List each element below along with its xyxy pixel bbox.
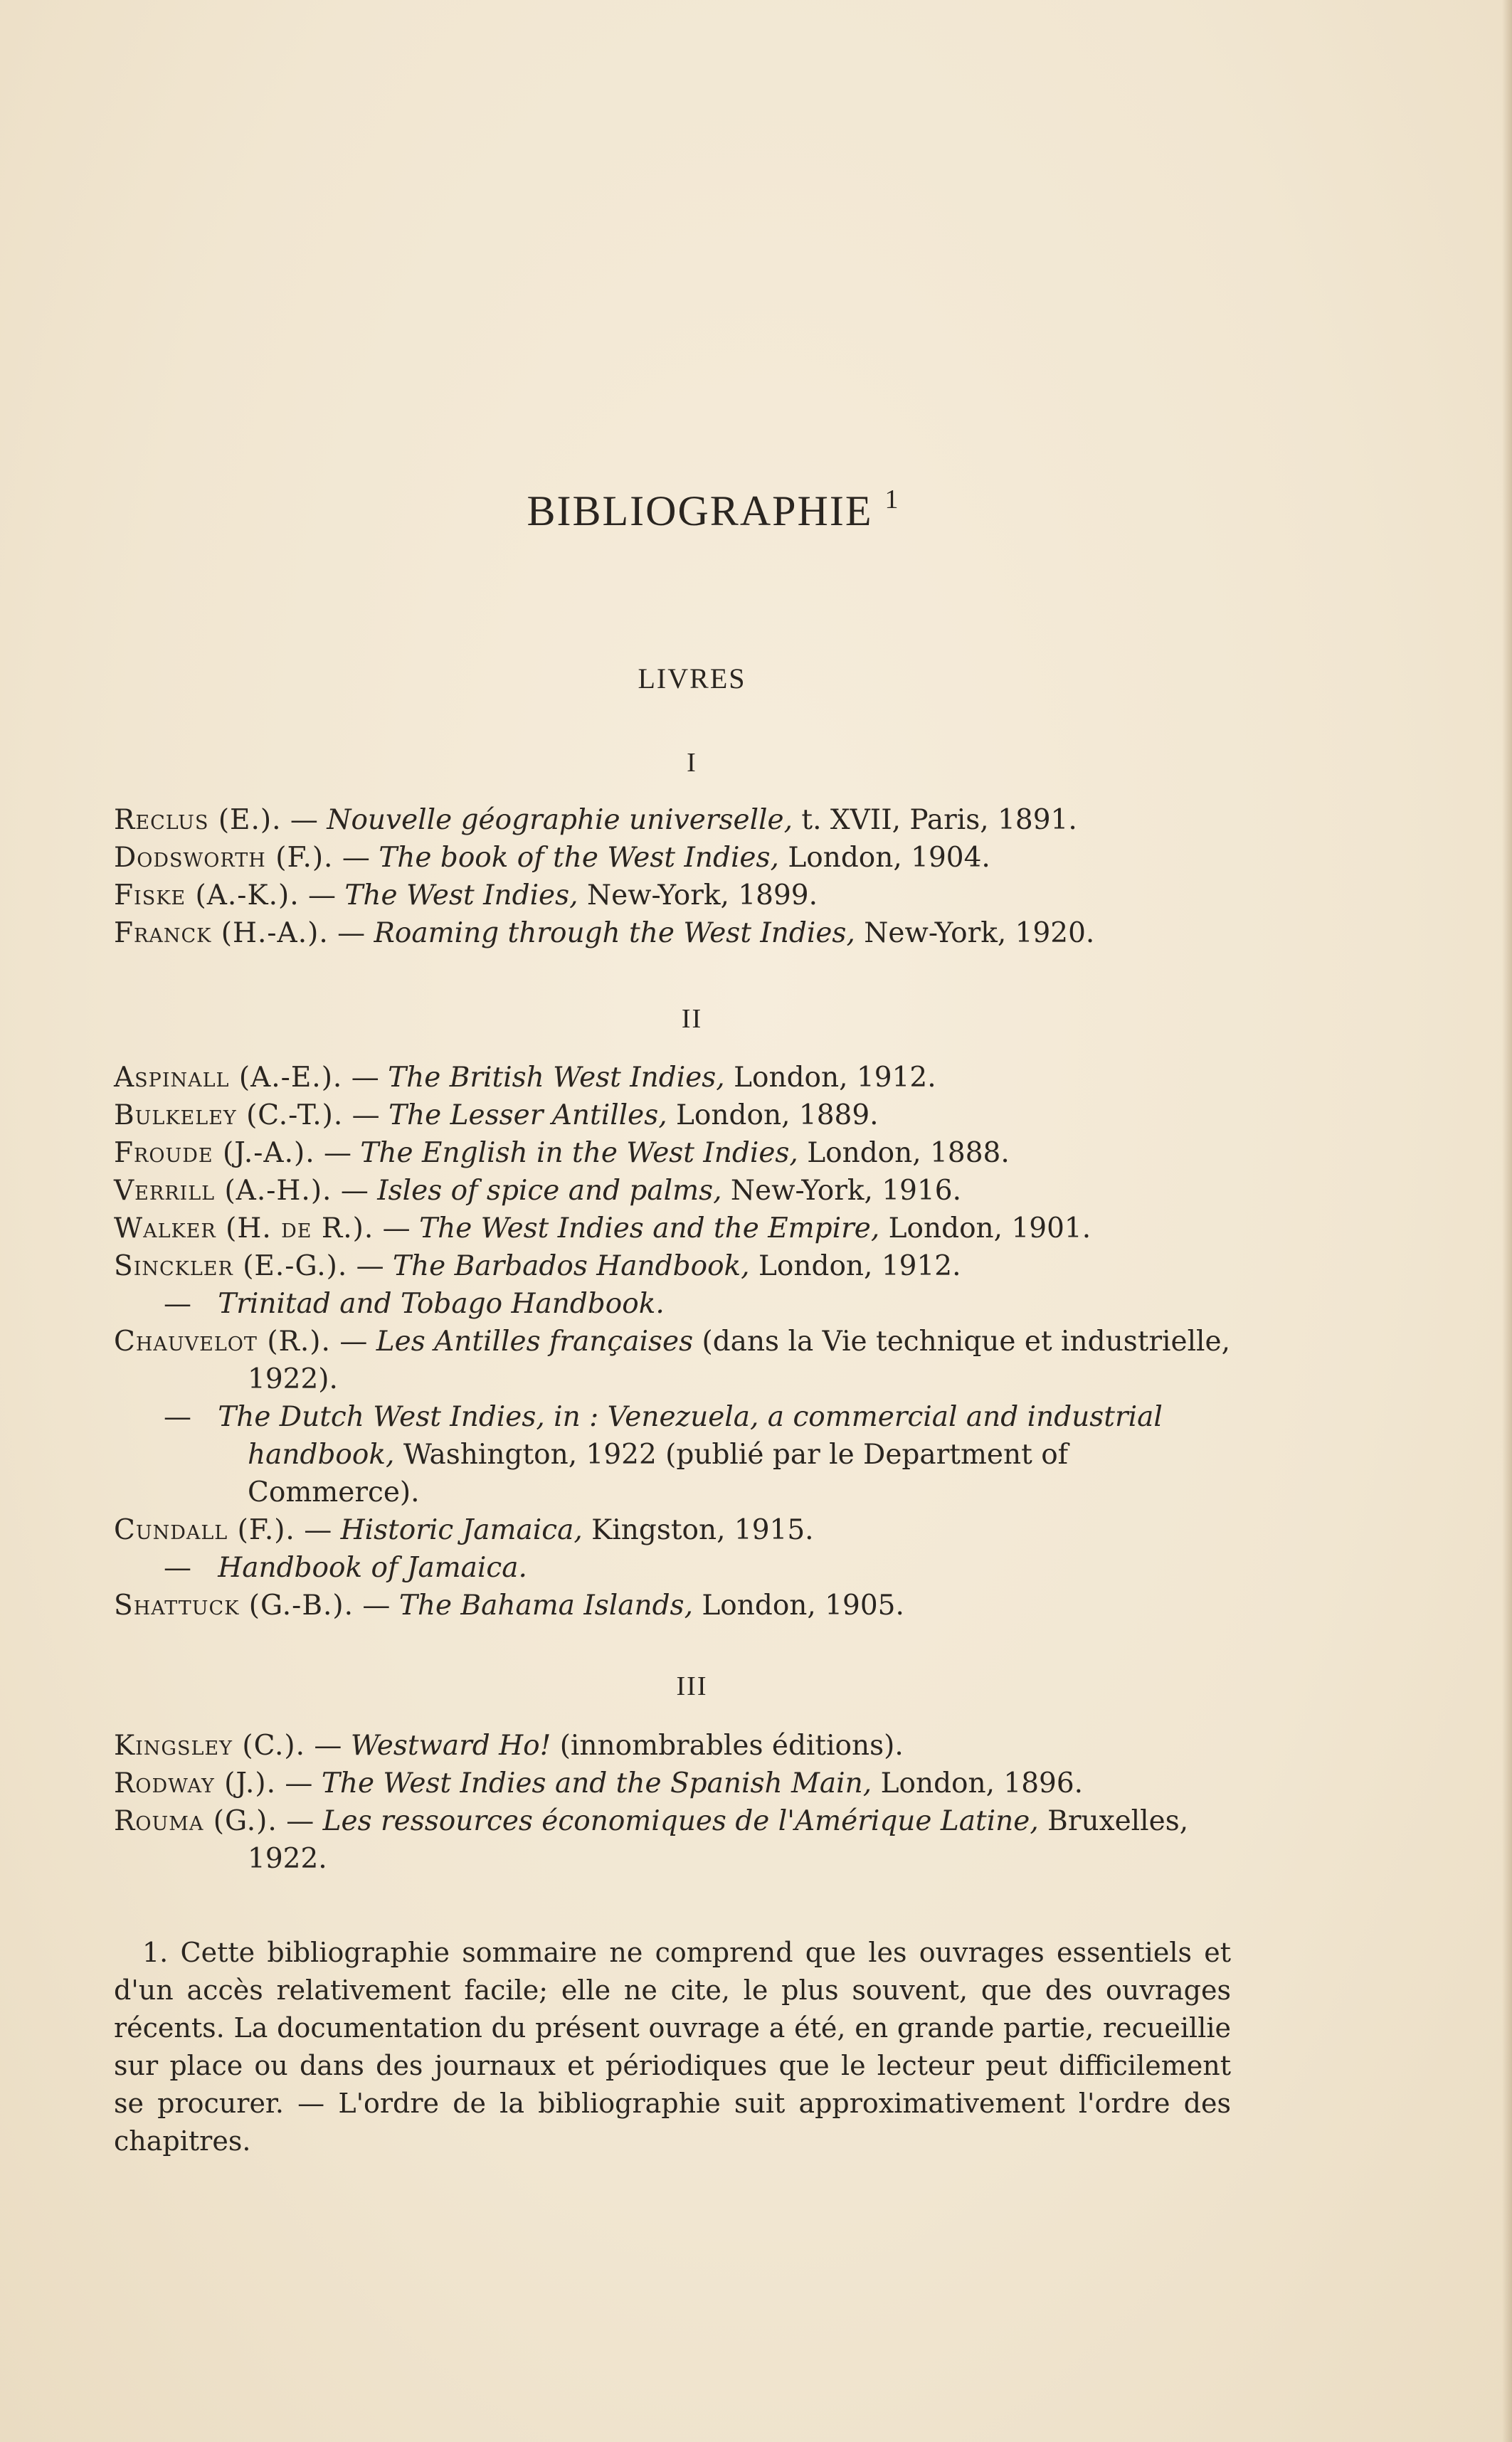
bib-entry: Shattuck (G.-B.). — The Bahama Islands, London, 1905. — [114, 1590, 904, 1622]
ditto-dash: — — [164, 1288, 191, 1320]
entries-group-3 — [114, 1727, 1238, 1878]
bib-entry: Sinckler (E.-G.). — The Barbados Handbook, London, 1912. — [114, 1250, 961, 1282]
bib-entry-ditto: — Handbook of Jamaica. — [164, 1552, 527, 1584]
ditto-dash: — — [164, 1552, 191, 1584]
subtitle-livres: LIVRES — [638, 662, 746, 694]
bib-entry: Reclus (E.). — Nouvelle géographie universelle, t. XVII, Paris, 1891. — [114, 804, 1077, 836]
section-heading-2: II — [681, 1004, 703, 1034]
bib-entry: Fiske (A.-K.). — The West Indies, New-York, 1899. — [114, 879, 818, 911]
bib-entry: Aspinall (A.-E.). — The British West Indies, London, 1912. — [114, 1062, 936, 1094]
bib-entry: Cundall (F.). — Historic Jamaica, Kingston, 1915. — [114, 1514, 814, 1546]
bib-entry-ditto: — Trinitad and Tobago Handbook. — [164, 1288, 665, 1320]
entries-group-1 — [114, 801, 1238, 952]
ditto-dash: — — [164, 1401, 191, 1433]
bib-entry: Walker (H. de R.). — The West Indies and the Empire, London, 1901. — [114, 1212, 1091, 1244]
footnote: 1. Cette bibliographie sommaire ne comprend que les ouvrages essentiels et d'un accès relativement facile; elle ne cite, le plus souvent, que des ouvrages récents. La documentation du présent ouvrage a été, en grande partie, recueillie sur place ou dans des journaux et périodiques que le lecteur peut difficilement se procurer. — L'ordre de la bibliographie suit approximativement l'ordre des chapitres. — [114, 1937, 1231, 2157]
bib-entry: Froude (J.-A.). — The English in the West Indies, London, 1888. — [114, 1137, 1010, 1169]
section-heading-3: III — [676, 1671, 708, 1701]
bib-entry-ditto: — The Dutch West Indies, in : Venezuela, a commercial and industrial handbook, Washington, 1922 (publié par le Department of Commerce). — [164, 1401, 1163, 1508]
bib-entry: Rodway (J.). — The West Indies and the Spanish Main, London, 1896. — [114, 1767, 1084, 1799]
section-heading-1: I — [687, 748, 697, 778]
bib-entry: Franck (H.-A.). — Roaming through the West Indies, New-York, 1920. — [114, 917, 1095, 949]
bib-entry: Verrill (A.-H.). — Isles of spice and palms, New-York, 1916. — [114, 1175, 961, 1207]
entries-group-2 — [114, 1059, 1238, 1624]
footnote-marker: 1 — [884, 485, 900, 514]
bib-entry: Chauvelot (R.). — Les Antilles françaises (dans la Vie technique et industrielle, 1922). — [114, 1326, 1231, 1395]
title-text: BIBLIOGRAPHIE — [527, 487, 873, 534]
bib-entry: Dodsworth (F.). — The book of the West Indies, London, 1904. — [114, 842, 990, 874]
bib-entry: Rouma (G.). — Les ressources économiques de l'Amérique Latine, Bruxelles, 1922. — [114, 1805, 1189, 1875]
page-title — [0, 484, 1512, 536]
bib-entry: Kingsley (C.). — Westward Ho! (innombrables éditions). — [114, 1730, 904, 1762]
page-edge-shadow — [1502, 0, 1512, 2442]
bib-entry: Bulkeley (C.-T.). — The Lesser Antilles, London, 1889. — [114, 1099, 879, 1131]
